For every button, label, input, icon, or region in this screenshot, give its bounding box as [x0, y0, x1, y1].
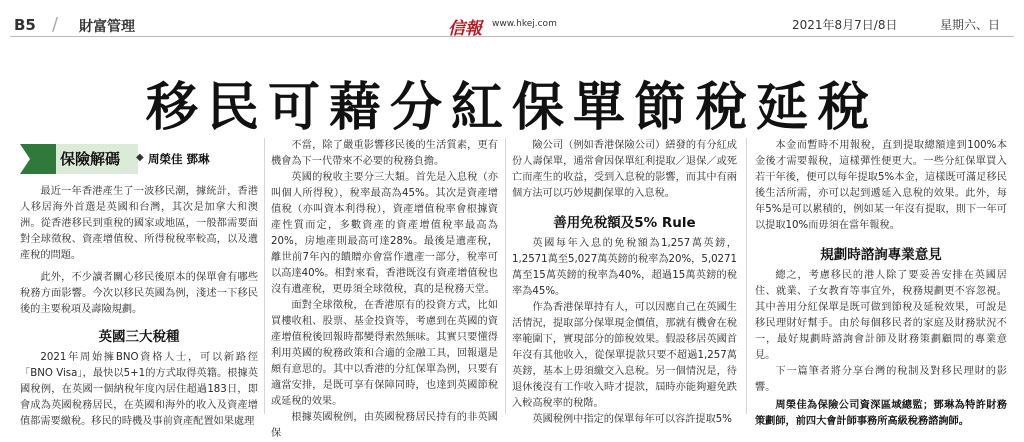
paragraph: 作為香港保單持有人，可以因應自己在英國生活情況，提取部分保單現金價值，那就有機會在稅率範圍下，實現部分的節稅效果。假設移居英國首年沒有其他收入，從保單提款只要不超過1,257萬英鎊，基本上毋須繳交入息稅。另一個情況是，待退休後沒有工作收入時才提款，屆時亦能夠避免跌入較高稅率的稅階。	[512, 302, 737, 409]
article-column-4	[755, 138, 1007, 430]
subheading: 善用免稅額及5% Rule	[553, 215, 696, 231]
author-marker-icon: ◆	[136, 152, 144, 163]
issue-date: 2021年8月7日/8日	[792, 18, 898, 32]
section-name: 財富管理	[79, 19, 135, 35]
divider-slash: /	[52, 14, 59, 35]
issue-weekday: 星期六、日	[940, 18, 1001, 32]
paragraph: 根據英國稅例，由英國稅務居民持有的非英國保	[271, 412, 498, 439]
column-rule	[746, 138, 747, 414]
paragraph: 不當，除了嚴重影響移民後的生活質素，更有機會為下一代帶來不必要的稅務負擔。	[271, 140, 498, 167]
newspaper-logo: 信報	[448, 19, 482, 39]
paragraph: 下一篇筆者將分享台灣的稅制及對移民理財的影響。	[755, 366, 1007, 393]
paragraph: 面對全球徵稅，在香港原有的投資方式，比如買樓收租、股票、基金投資等，考慮到在英國的資產增值稅後回報時都變得索然無味。其實只要懂得利用英國的稅務政策和合適的金融工具，回報還是頗有意思的。其中以香港的分紅保單為例，只要有適當安排，是既可享有保障同時，也達到英國節稅或延稅的效果。	[271, 300, 498, 407]
paragraph: 最近一年香港產生了一波移民潮，據統計，香港人移居海外首選是英國和台灣，其次是加拿大和澳洲。從香港移民到重稅的國家或地區，一般都需要面對全球徵稅、資產增值稅、所得稅稅率較高，以及遺產稅的問題。	[20, 186, 258, 261]
page-number: B5	[14, 16, 36, 34]
author-bio: 周榮佳為保險公司資深區域總監；鄧琳為特許財務策劃師，前四大會計師事務所高級稅務諮詢師。	[755, 400, 1007, 427]
column-banner	[20, 142, 258, 182]
paragraph: 英國稅例中指定的保單每年可以容許提取5%	[532, 414, 732, 425]
paragraph: 險公司（例如香港保險公司）繕發的有分紅成份人壽保單，通常會因保單紅利提取／退保／或死亡而產生的收益，受到入息稅的影響，而其中有兩個方法可以巧妙規劃保單的入息稅。	[512, 140, 737, 199]
header-rule	[10, 36, 1014, 37]
newspaper-url: www.hkej.com	[492, 19, 557, 29]
subheading: 英國三大稅種	[98, 329, 180, 345]
article-column-1	[20, 184, 258, 430]
paragraph: 總之，考慮移民的港人除了要妥善安排在英國居住、就業、子女教育等事宜外，稅務規劃更不容忽視。其中善用分紅保單是既可做到節稅及延稅效果，可說是移民理財好幫手。由於每個移民者的家庭及財務狀況不一，最好規劃時諮詢會計師及財務策劃顧問的專業意見。	[755, 270, 1007, 361]
article-column-3	[512, 138, 737, 428]
page-header	[0, 0, 1024, 38]
article-headline: 移民可藉分紅保單節稅延稅	[145, 77, 878, 138]
column-rule	[264, 138, 265, 414]
article-column-2	[271, 138, 498, 442]
paragraph: 2021年周始擁BNO資格人士，可以新路徑「BNO Visa」，最快以5+1的方式取得英籍。根據英國稅例，在英國一個納稅年度內居住超過183日，即會成為英國稅務居民，在英國和海外的收入及資產增值都需要繳稅。移民的時機及事前資產配置如果處理	[20, 352, 258, 427]
article-author: 周榮佳 鄧琳	[148, 152, 210, 166]
paragraph: 本金而暫時不用報稅，直到提取總額達到100%本金後才需要報稅，這樣彈性便更大。一些分紅保單買入若干年後，便可以每年提取5%本金，這樣既可滿足移民後生活所需，亦可以起到遞延入息稅的效果。此外，每年5%是可以累積的，例如某一年沒有提取，則下一年可以提取10%而毋須在當年報稅。	[755, 140, 1007, 231]
column-rule	[505, 138, 506, 414]
paragraph: 此外，不少讀者關心移民後原本的保單會有哪些稅務方面影響。今次以移民英國為例，淺述一下移民後的主要稅項及壽險規劃。	[20, 272, 258, 315]
paragraph: 英國每年入息的免稅額為1,257萬英鎊，1,2571萬至5,027萬英鎊的稅率為20%，5,0271萬至15萬英鎊的稅率為40%，超過15萬英鎊的稅率為45%。	[512, 238, 737, 297]
subheading: 規劃時諮詢專業意見	[820, 247, 942, 263]
paragraph: 英國的稅收主要分三大類。首先是入息稅（亦叫個人所得稅），稅率最高為45%。其次是資產增值稅（亦叫資本利得稅），資產增值稅率會根據資產性質而定，多數資產的資產增值稅率最高為20%，房地產則最高可達28%。最後是遺產稅，離世前7年內的饋贈亦會當作遺產一部分，稅率可以高達40%。相對來看，香港既沒有資產增值稅也沒有遺產稅，更毋須全球徵稅，真的是稅務天堂。	[271, 172, 498, 295]
column-title: 保險解碼	[60, 150, 121, 168]
